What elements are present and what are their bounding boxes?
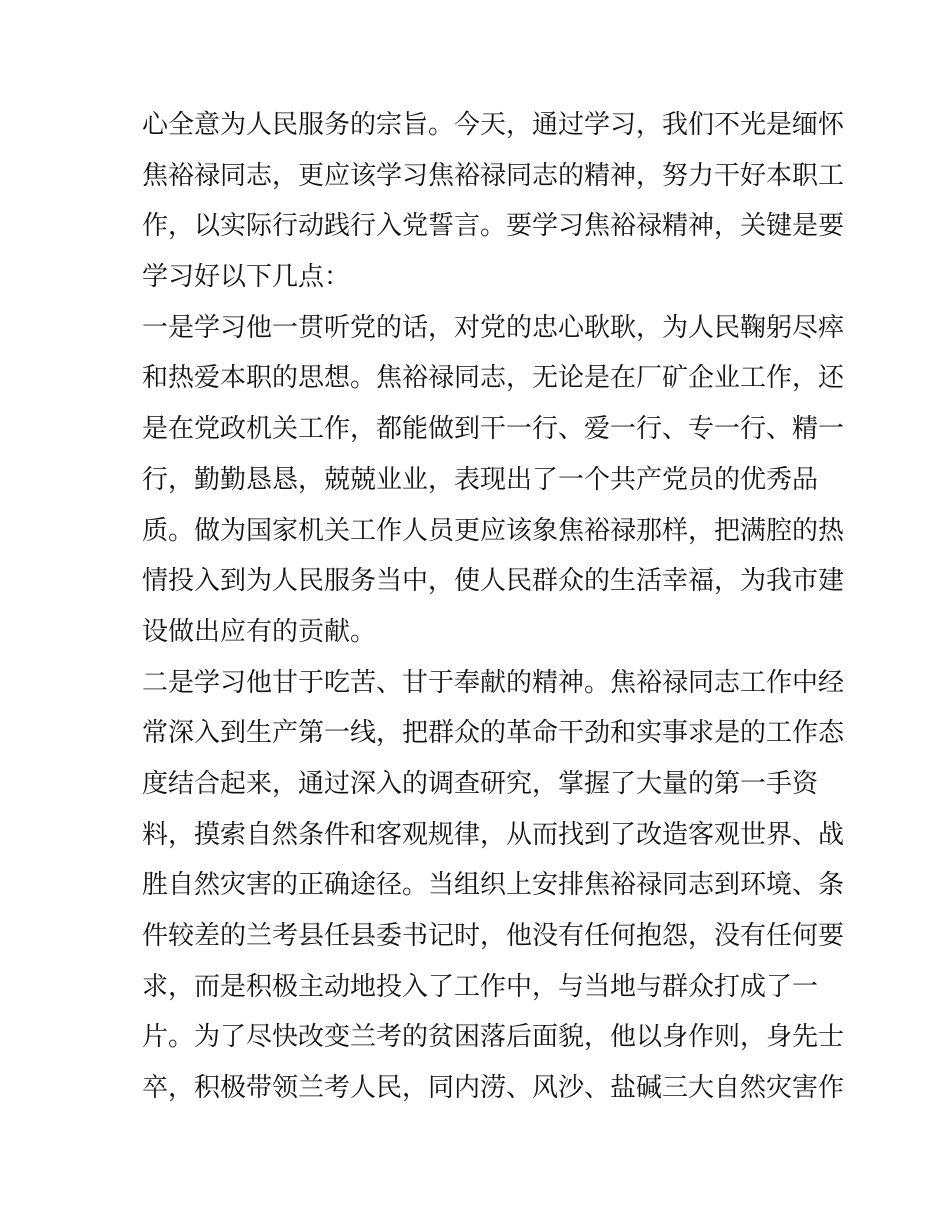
text-line: 度结合起来，通过深入的调查研究，掌握了大量的第一手资 (142, 768, 819, 799)
text-line: 质。做为国家机关工作人员更应该象焦裕禄那样，把满腔的热 (142, 515, 845, 546)
text-line: 求，而是积极主动地投入了工作中，与当地与群众打成了一 (142, 971, 819, 1002)
text-line: 卒，积极带领兰考人民，同内涝、风沙、盐碱三大自然灾害作 (142, 1073, 845, 1104)
text-line: 设做出应有的贡献。 (142, 616, 377, 647)
text-line: 常深入到生产第一线，把群众的革命干劲和实事求是的工作态 (142, 718, 845, 749)
text-line: 一是学习他一贯听党的话，对党的忠心耿耿，为人民鞠躬尽瘁 (142, 312, 845, 343)
text-line: 学习好以下几点： (142, 262, 351, 293)
text-line: 胜自然灾害的正确途径。当组织上安排焦裕禄同志到环境、条 (142, 870, 845, 901)
text-line: 二是学习他甘于吃苦、甘于奉献的精神。焦裕禄同志工作中经 (142, 667, 845, 698)
text-line: 和热爱本职的思想。焦裕禄同志，无论是在厂矿企业工作，还 (142, 363, 845, 394)
text-line: 情投入到为人民服务当中，使人民群众的生活幸福，为我市建 (142, 566, 845, 597)
text-line: 心全意为人民服务的宗旨。今天，通过学习，我们不光是缅怀 (142, 110, 845, 140)
text-line: 行，勤勤恳恳，兢兢业业，表现出了一个共产党员的优秀品 (142, 464, 819, 495)
text-line: 片。为了尽快改变兰考的贫困落后面貌，他以身作则，身先士 (142, 1022, 845, 1053)
text-line: 焦裕禄同志，更应该学习焦裕禄同志的精神，努力干好本职工 (142, 160, 845, 191)
text-line: 件较差的兰考县任县委书记时，他没有任何抱怨，没有任何要 (142, 921, 845, 951)
text-line: 料，摸索自然条件和客观规律，从而找到了改造客观世界、战 (142, 819, 845, 850)
text-line: 作，以实际行动践行入党誓言。要学习焦裕禄精神，关键是要 (142, 211, 845, 242)
text-line: 是在党政机关工作，都能做到干一行、爱一行、专一行、精一 (142, 414, 845, 445)
body-text (142, 100, 845, 1114)
